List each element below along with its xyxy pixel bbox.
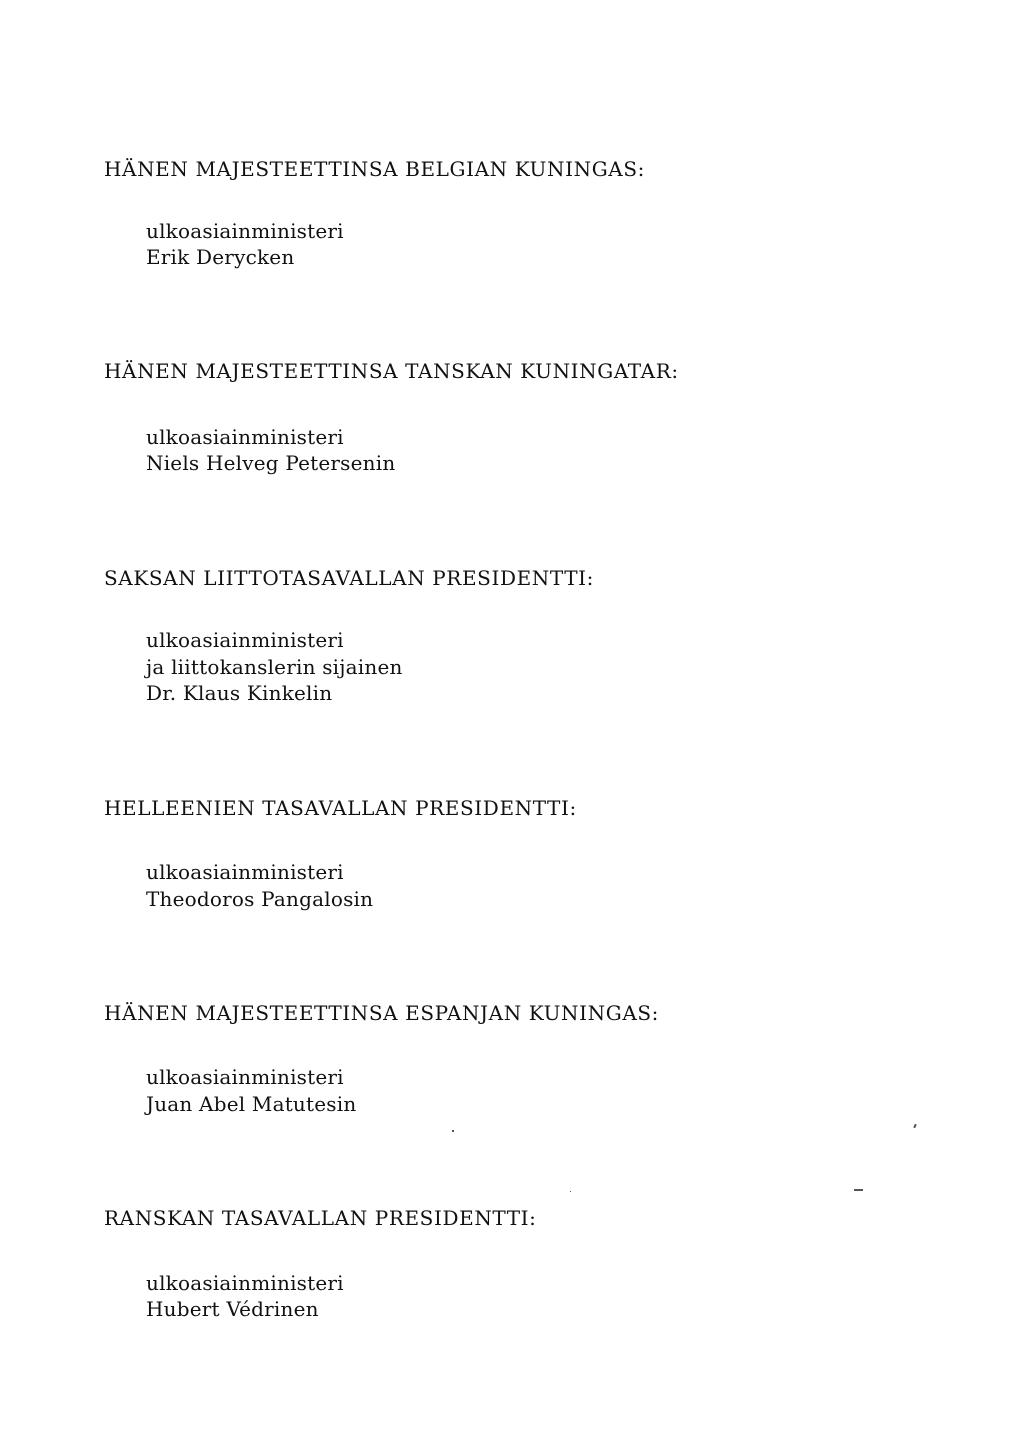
scan-speck: [452, 1130, 454, 1132]
section-title-line: ulkoasiainministeri: [146, 219, 344, 243]
section-title-line: ulkoasiainministeri: [146, 1271, 344, 1295]
section-heading: RANSKAN TASAVALLAN PRESIDENTTI:: [104, 1206, 537, 1230]
section-title-line: ulkoasiainministeri: [146, 628, 344, 652]
section-heading: HÄNEN MAJESTEETTINSA TANSKAN KUNINGATAR:: [104, 359, 679, 383]
section-heading: HELLEENIEN TASAVALLAN PRESIDENTTI:: [104, 796, 577, 820]
section-name-line: Hubert Védrinen: [146, 1297, 319, 1321]
section-name-line: Dr. Klaus Kinkelin: [146, 681, 333, 705]
section-name-line: Erik Derycken: [146, 245, 295, 269]
section-name-line: Juan Abel Matutesin: [146, 1092, 357, 1116]
scan-speck: [854, 1189, 863, 1191]
section-heading: SAKSAN LIITTOTASAVALLAN PRESIDENTTI:: [104, 566, 594, 590]
section-title-line: ulkoasiainministeri: [146, 1065, 344, 1089]
section-subtitle-line: ja liittokanslerin sijainen: [146, 655, 403, 679]
section-title-line: ulkoasiainministeri: [146, 425, 344, 449]
section-name-line: Niels Helveg Petersenin: [146, 451, 396, 475]
section-title-line: ulkoasiainministeri: [146, 860, 344, 884]
section-heading: HÄNEN MAJESTEETTINSA BELGIAN KUNINGAS:: [104, 157, 645, 181]
section-heading: HÄNEN MAJESTEETTINSA ESPANJAN KUNINGAS:: [104, 1001, 660, 1025]
scan-speck: [570, 1191, 571, 1192]
section-name-line: Theodoros Pangalosin: [146, 887, 374, 911]
scan-speck: [913, 1124, 917, 1128]
